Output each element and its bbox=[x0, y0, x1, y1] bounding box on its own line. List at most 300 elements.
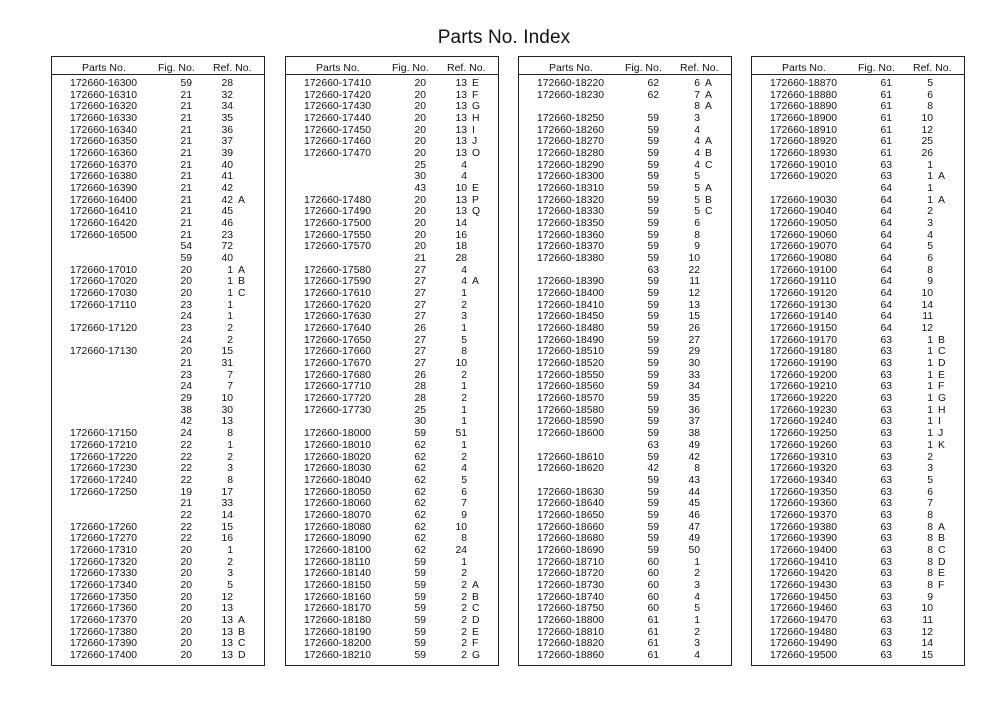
reference-suffix: B bbox=[705, 194, 712, 206]
table-row bbox=[286, 101, 498, 113]
table-row bbox=[752, 136, 964, 148]
reference-number: 1 bbox=[927, 393, 933, 405]
figure-number: 20 bbox=[414, 78, 426, 89]
figure-number: 63 bbox=[880, 334, 892, 346]
table-row bbox=[519, 393, 731, 405]
figure-number: 60 bbox=[647, 568, 659, 580]
figure-number: 59 bbox=[647, 241, 659, 253]
header-ref-no: Ref. No. bbox=[213, 62, 252, 74]
reference-suffix: A bbox=[705, 89, 712, 101]
table-row bbox=[519, 522, 731, 534]
table-row bbox=[52, 650, 264, 662]
part-number: 172660-18490 bbox=[537, 334, 605, 346]
reference-number: 8 bbox=[927, 556, 933, 568]
table-row bbox=[52, 545, 264, 557]
table-row bbox=[752, 241, 964, 253]
figure-number: 63 bbox=[880, 544, 892, 556]
table-row bbox=[52, 206, 264, 218]
part-number: 172660-19140 bbox=[770, 311, 838, 323]
reference-number: 13 bbox=[221, 626, 233, 638]
figure-number: 59 bbox=[414, 603, 426, 615]
figure-number: 61 bbox=[880, 148, 892, 160]
reference-number: 1 bbox=[227, 544, 233, 556]
figure-number: 20 bbox=[180, 544, 192, 556]
figure-number: 61 bbox=[647, 649, 659, 661]
reference-number: 14 bbox=[921, 638, 933, 650]
part-number: 172660-19050 bbox=[770, 218, 838, 230]
part-number: 172660-19370 bbox=[770, 509, 838, 521]
part-number: 172660-18650 bbox=[537, 509, 605, 521]
table-row bbox=[286, 393, 498, 405]
part-number: 172660-18040 bbox=[304, 474, 372, 486]
figure-number: 24 bbox=[180, 428, 192, 440]
reference-number: 4 bbox=[694, 159, 700, 171]
reference-number: 30 bbox=[688, 358, 700, 370]
reference-number: 1 bbox=[927, 358, 933, 370]
part-number: 172660-19210 bbox=[770, 381, 838, 393]
table-row bbox=[286, 265, 498, 277]
figure-number: 22 bbox=[180, 533, 192, 545]
reference-number: 13 bbox=[455, 136, 467, 148]
part-number: 172660-17130 bbox=[70, 346, 138, 358]
table-row bbox=[752, 288, 964, 300]
reference-number: 41 bbox=[221, 171, 233, 183]
figure-number: 59 bbox=[647, 404, 659, 416]
figure-number: 62 bbox=[414, 521, 426, 533]
reference-number: 45 bbox=[221, 206, 233, 218]
figure-number: 61 bbox=[647, 638, 659, 650]
part-number: 172660-18050 bbox=[304, 486, 372, 498]
part-number: 172660-18890 bbox=[770, 101, 838, 113]
figure-number: 64 bbox=[880, 229, 892, 241]
table-row bbox=[52, 557, 264, 569]
reference-number: 2 bbox=[227, 323, 233, 335]
column-header bbox=[52, 62, 264, 75]
table-row bbox=[752, 416, 964, 428]
table-row bbox=[752, 101, 964, 113]
header-fig-no: Fig. No. bbox=[392, 62, 429, 74]
figure-number: 59 bbox=[647, 334, 659, 346]
figure-number: 20 bbox=[414, 124, 426, 136]
figure-number: 59 bbox=[647, 393, 659, 405]
figure-number: 63 bbox=[880, 451, 892, 463]
table-row bbox=[752, 428, 964, 440]
table-row bbox=[519, 416, 731, 428]
table-row bbox=[752, 346, 964, 358]
table-row bbox=[519, 101, 731, 113]
figure-number: 27 bbox=[414, 346, 426, 358]
reference-number: 13 bbox=[221, 603, 233, 615]
reference-suffix: K bbox=[938, 439, 945, 451]
reference-number: 8 bbox=[461, 533, 467, 545]
table-row bbox=[519, 288, 731, 300]
reference-number: 28 bbox=[221, 78, 233, 89]
part-number: 172660-19150 bbox=[770, 323, 838, 335]
table-row bbox=[52, 113, 264, 125]
reference-number: 34 bbox=[688, 381, 700, 393]
table-row bbox=[519, 440, 731, 452]
reference-number: 45 bbox=[688, 498, 700, 510]
figure-number: 63 bbox=[880, 159, 892, 171]
reference-number: 47 bbox=[688, 521, 700, 533]
reference-number: 2 bbox=[461, 299, 467, 311]
part-number: 172660-18820 bbox=[537, 638, 605, 650]
part-number: 172660-17470 bbox=[304, 148, 372, 160]
table-row bbox=[519, 241, 731, 253]
table-row bbox=[286, 487, 498, 499]
table-row bbox=[286, 253, 498, 265]
figure-number: 61 bbox=[880, 113, 892, 125]
reference-number: 3 bbox=[927, 218, 933, 230]
table-row bbox=[752, 311, 964, 323]
table-row bbox=[752, 265, 964, 277]
reference-number: 1 bbox=[927, 171, 933, 183]
figure-number: 59 bbox=[414, 638, 426, 650]
table-row bbox=[286, 638, 498, 650]
part-number: 172660-18310 bbox=[537, 183, 605, 195]
reference-number: 27 bbox=[688, 334, 700, 346]
reference-suffix: F bbox=[938, 579, 945, 591]
table-row bbox=[286, 335, 498, 347]
table-row bbox=[286, 405, 498, 417]
figure-number: 21 bbox=[180, 101, 192, 113]
reference-number: 40 bbox=[221, 253, 233, 265]
figure-number: 59 bbox=[414, 626, 426, 638]
table-row bbox=[752, 627, 964, 639]
figure-number: 59 bbox=[647, 498, 659, 510]
page-title: Parts No. Index bbox=[437, 27, 571, 48]
part-number: 172660-19220 bbox=[770, 393, 838, 405]
reference-number: 8 bbox=[227, 428, 233, 440]
figure-number: 59 bbox=[180, 253, 192, 265]
figure-number: 64 bbox=[880, 264, 892, 276]
figure-number: 24 bbox=[180, 381, 192, 393]
table-row bbox=[752, 545, 964, 557]
figure-number: 63 bbox=[880, 346, 892, 358]
figure-number: 63 bbox=[880, 638, 892, 650]
part-number: 172660-19200 bbox=[770, 369, 838, 381]
figure-number: 59 bbox=[647, 381, 659, 393]
table-row bbox=[519, 358, 731, 370]
table-row bbox=[752, 463, 964, 475]
part-number: 172660-18680 bbox=[537, 533, 605, 545]
reference-number: 13 bbox=[455, 194, 467, 206]
figure-number: 64 bbox=[880, 241, 892, 253]
part-number: 172660-17350 bbox=[70, 591, 138, 603]
reference-number: 4 bbox=[461, 264, 467, 276]
reference-number: 5 bbox=[927, 241, 933, 253]
reference-number: 8 bbox=[927, 533, 933, 545]
reference-suffix: C bbox=[938, 346, 946, 358]
figure-number: 20 bbox=[180, 556, 192, 568]
reference-number: 13 bbox=[455, 78, 467, 89]
figure-number: 63 bbox=[880, 533, 892, 545]
header-ref-no: Ref. No. bbox=[680, 62, 719, 74]
reference-number: 8 bbox=[927, 264, 933, 276]
reference-number: 13 bbox=[221, 638, 233, 650]
reference-number: 37 bbox=[688, 416, 700, 428]
index-column-3 bbox=[518, 56, 732, 666]
figure-number: 59 bbox=[647, 544, 659, 556]
reference-suffix: D bbox=[472, 614, 480, 626]
reference-suffix: C bbox=[705, 159, 713, 171]
reference-suffix: D bbox=[238, 649, 246, 661]
table-row bbox=[286, 545, 498, 557]
reference-number: 28 bbox=[455, 253, 467, 265]
table-row bbox=[286, 218, 498, 230]
part-number: 172660-19350 bbox=[770, 486, 838, 498]
reference-number: 42 bbox=[221, 194, 233, 206]
part-number: 172660-18510 bbox=[537, 346, 605, 358]
part-number: 172660-18390 bbox=[537, 276, 605, 288]
reference-number: 1 bbox=[227, 276, 233, 288]
reference-suffix: D bbox=[938, 556, 946, 568]
part-number: 172660-19460 bbox=[770, 603, 838, 615]
reference-number: 42 bbox=[688, 451, 700, 463]
table-row bbox=[286, 323, 498, 335]
reference-number: 2 bbox=[461, 568, 467, 580]
part-number: 172660-19180 bbox=[770, 346, 838, 358]
part-number: 172660-19470 bbox=[770, 614, 838, 626]
index-rows bbox=[752, 78, 964, 662]
figure-number: 20 bbox=[414, 241, 426, 253]
part-number: 172660-19450 bbox=[770, 591, 838, 603]
part-number: 172660-18160 bbox=[304, 591, 372, 603]
reference-number: 14 bbox=[221, 509, 233, 521]
reference-number: 32 bbox=[221, 89, 233, 101]
table-row bbox=[519, 125, 731, 137]
part-number: 172660-19060 bbox=[770, 229, 838, 241]
figure-number: 59 bbox=[647, 486, 659, 498]
part-number: 172660-19130 bbox=[770, 299, 838, 311]
reference-number: 4 bbox=[694, 148, 700, 160]
reference-suffix: E bbox=[938, 568, 945, 580]
reference-number: 13 bbox=[455, 89, 467, 101]
reference-number: 13 bbox=[455, 124, 467, 136]
table-row bbox=[286, 452, 498, 464]
reference-number: 8 bbox=[694, 463, 700, 475]
part-number: 172660-18740 bbox=[537, 591, 605, 603]
table-row bbox=[519, 300, 731, 312]
reference-suffix: C bbox=[938, 544, 946, 556]
header-ref-no: Ref. No. bbox=[913, 62, 952, 74]
reference-number: 15 bbox=[221, 521, 233, 533]
table-row bbox=[286, 533, 498, 545]
reference-number: 14 bbox=[455, 218, 467, 230]
figure-number: 27 bbox=[414, 264, 426, 276]
figure-number: 62 bbox=[414, 498, 426, 510]
reference-number: 2 bbox=[461, 393, 467, 405]
table-row bbox=[752, 522, 964, 534]
reference-number: 5 bbox=[694, 183, 700, 195]
figure-number: 59 bbox=[180, 78, 192, 89]
table-row bbox=[519, 370, 731, 382]
figure-number: 63 bbox=[880, 358, 892, 370]
table-row bbox=[752, 335, 964, 347]
reference-number: 1 bbox=[227, 439, 233, 451]
table-row bbox=[752, 183, 964, 195]
figure-number: 63 bbox=[647, 439, 659, 451]
figure-number: 63 bbox=[880, 626, 892, 638]
figure-number: 24 bbox=[180, 311, 192, 323]
table-row bbox=[519, 405, 731, 417]
part-number: 172660-18150 bbox=[304, 579, 372, 591]
reference-number: 29 bbox=[688, 346, 700, 358]
figure-number: 38 bbox=[180, 404, 192, 416]
reference-number: 8 bbox=[927, 521, 933, 533]
reference-number: 8 bbox=[927, 568, 933, 580]
part-number: 172660-16380 bbox=[70, 171, 138, 183]
part-number: 172660-18600 bbox=[537, 428, 605, 440]
part-number: 172660-17120 bbox=[70, 323, 138, 335]
reference-suffix: C bbox=[238, 288, 246, 300]
reference-suffix: J bbox=[472, 136, 478, 148]
table-row bbox=[286, 90, 498, 102]
reference-number: 10 bbox=[455, 521, 467, 533]
table-row bbox=[52, 416, 264, 428]
table-row bbox=[752, 393, 964, 405]
table-row bbox=[752, 125, 964, 137]
part-number: 172660-16300 bbox=[70, 78, 138, 89]
reference-number: 1 bbox=[461, 404, 467, 416]
figure-number: 63 bbox=[880, 591, 892, 603]
table-row bbox=[52, 346, 264, 358]
table-row bbox=[752, 615, 964, 627]
reference-suffix: A bbox=[705, 78, 712, 89]
table-row bbox=[52, 603, 264, 615]
table-row bbox=[519, 323, 731, 335]
table-row bbox=[752, 113, 964, 125]
part-number: 172660-19490 bbox=[770, 638, 838, 650]
part-number: 172660-17720 bbox=[304, 393, 372, 405]
reference-suffix: A bbox=[238, 264, 245, 276]
reference-number: 8 bbox=[927, 579, 933, 591]
part-number: 172660-18920 bbox=[770, 136, 838, 148]
header-parts-no: Parts No. bbox=[549, 62, 593, 74]
figure-number: 59 bbox=[647, 194, 659, 206]
part-number: 172660-18070 bbox=[304, 509, 372, 521]
figure-number: 59 bbox=[647, 311, 659, 323]
reference-number: 7 bbox=[227, 381, 233, 393]
reference-number: 5 bbox=[927, 78, 933, 89]
figure-number: 63 bbox=[880, 369, 892, 381]
table-row bbox=[519, 463, 731, 475]
table-row bbox=[286, 557, 498, 569]
table-row bbox=[52, 335, 264, 347]
reference-number: 7 bbox=[227, 369, 233, 381]
figure-number: 59 bbox=[647, 253, 659, 265]
header-fig-no: Fig. No. bbox=[858, 62, 895, 74]
figure-number: 25 bbox=[414, 404, 426, 416]
table-row bbox=[519, 78, 731, 90]
reference-number: 7 bbox=[461, 498, 467, 510]
part-number: 172660-18400 bbox=[537, 288, 605, 300]
figure-number: 61 bbox=[647, 626, 659, 638]
table-row bbox=[752, 580, 964, 592]
table-row bbox=[286, 522, 498, 534]
reference-suffix: F bbox=[472, 638, 479, 650]
table-row bbox=[752, 276, 964, 288]
header-parts-no: Parts No. bbox=[316, 62, 360, 74]
table-row bbox=[519, 557, 731, 569]
table-row bbox=[286, 113, 498, 125]
reference-number: 6 bbox=[694, 218, 700, 230]
figure-number: 21 bbox=[180, 218, 192, 230]
reference-number: 1 bbox=[927, 428, 933, 440]
figure-number: 59 bbox=[647, 533, 659, 545]
part-number: 172660-18100 bbox=[304, 544, 372, 556]
reference-number: 13 bbox=[455, 113, 467, 125]
figure-number: 20 bbox=[180, 276, 192, 288]
reference-number: 15 bbox=[221, 346, 233, 358]
part-number: 172660-19420 bbox=[770, 568, 838, 580]
figure-number: 21 bbox=[180, 498, 192, 510]
reference-number: 8 bbox=[694, 101, 700, 113]
part-number: 172660-17590 bbox=[304, 276, 372, 288]
part-number: 172660-19410 bbox=[770, 556, 838, 568]
part-number: 172660-17570 bbox=[304, 241, 372, 253]
part-number: 172660-17380 bbox=[70, 626, 138, 638]
table-row bbox=[286, 580, 498, 592]
part-number: 172660-17410 bbox=[304, 78, 372, 89]
part-number: 172660-18930 bbox=[770, 148, 838, 160]
table-row bbox=[52, 183, 264, 195]
table-row bbox=[52, 381, 264, 393]
table-row bbox=[519, 568, 731, 580]
header-fig-no: Fig. No. bbox=[158, 62, 195, 74]
table-row bbox=[519, 311, 731, 323]
figure-number: 20 bbox=[414, 194, 426, 206]
part-number: 172660-18080 bbox=[304, 521, 372, 533]
reference-number: 12 bbox=[921, 323, 933, 335]
figure-number: 59 bbox=[647, 416, 659, 428]
table-row bbox=[752, 206, 964, 218]
figure-number: 62 bbox=[414, 451, 426, 463]
figure-number: 64 bbox=[880, 323, 892, 335]
figure-number: 59 bbox=[647, 323, 659, 335]
reference-number: 18 bbox=[455, 241, 467, 253]
table-row bbox=[286, 416, 498, 428]
table-row bbox=[752, 358, 964, 370]
header-ref-no: Ref. No. bbox=[447, 62, 486, 74]
table-row bbox=[286, 370, 498, 382]
figure-number: 64 bbox=[880, 183, 892, 195]
part-number: 172660-17420 bbox=[304, 89, 372, 101]
figure-number: 63 bbox=[880, 614, 892, 626]
part-number: 172660-19240 bbox=[770, 416, 838, 428]
part-number: 172660-17110 bbox=[70, 299, 137, 311]
part-number: 172660-17480 bbox=[304, 194, 372, 206]
reference-number: 22 bbox=[688, 264, 700, 276]
reference-number: 13 bbox=[221, 614, 233, 626]
figure-number: 62 bbox=[647, 78, 659, 89]
table-row bbox=[52, 428, 264, 440]
table-row bbox=[286, 288, 498, 300]
reference-suffix: A bbox=[938, 171, 945, 183]
reference-number: 1 bbox=[927, 416, 933, 428]
figure-number: 59 bbox=[647, 521, 659, 533]
figure-number: 21 bbox=[180, 194, 192, 206]
figure-number: 20 bbox=[414, 229, 426, 241]
part-number: 172660-18170 bbox=[304, 603, 372, 615]
reference-number: 3 bbox=[461, 311, 467, 323]
figure-number: 54 bbox=[180, 241, 192, 253]
figure-number: 26 bbox=[414, 369, 426, 381]
reference-number: 1 bbox=[927, 404, 933, 416]
reference-suffix: C bbox=[705, 206, 713, 218]
reference-suffix: A bbox=[705, 136, 712, 148]
reference-suffix: Q bbox=[472, 206, 481, 218]
